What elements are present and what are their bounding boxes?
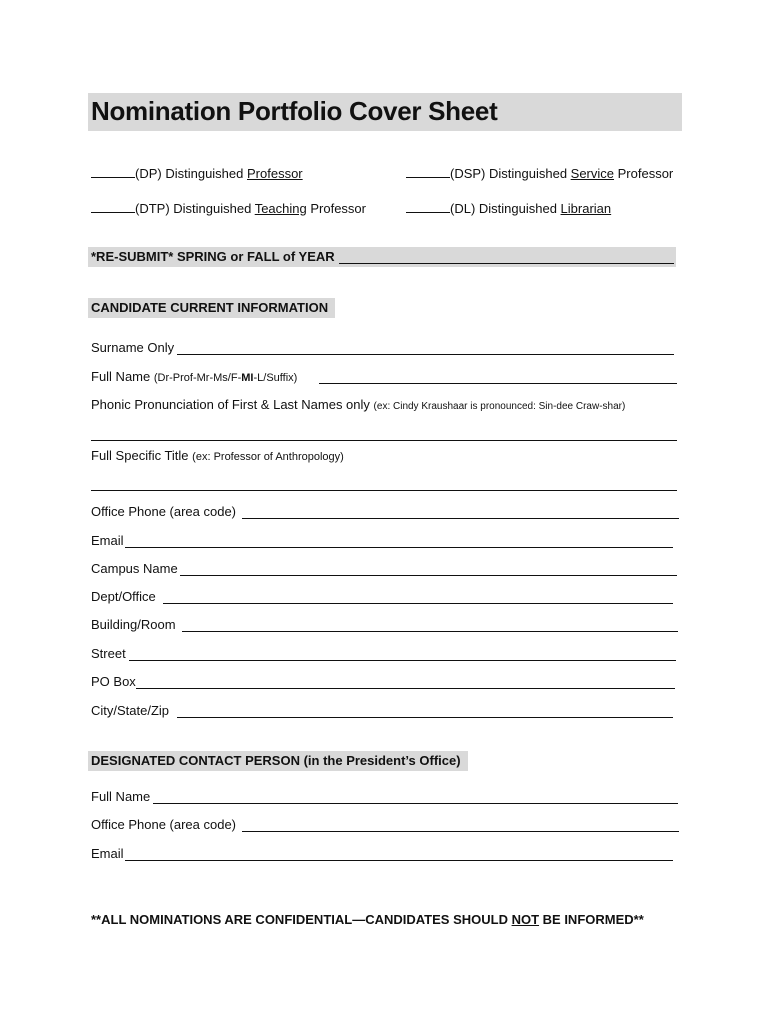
full-name-label-group xyxy=(91,369,297,384)
phonic-row xyxy=(91,397,677,415)
campus-label: Campus Name xyxy=(91,561,178,576)
option-dtp-underlined: Teaching xyxy=(254,201,307,216)
contact-office-phone-label: Office Phone (area code) xyxy=(91,817,237,832)
full-name-hint-mi: MI xyxy=(241,372,254,384)
option-dtp-text: (DTP) Distinguished xyxy=(135,201,255,216)
building-row xyxy=(91,617,678,635)
campus-field[interactable] xyxy=(180,575,677,576)
title-hint: (ex: Professor of Anthropology) xyxy=(192,451,344,463)
contact-section-title: DESIGNATED CONTACT PERSON (in the President’s Office) xyxy=(91,753,461,768)
building-label: Building/Room xyxy=(91,617,176,632)
email-field[interactable] xyxy=(125,547,673,548)
contact-email-row xyxy=(91,846,673,864)
po-box-label: PO Box xyxy=(91,674,136,689)
po-box-field[interactable] xyxy=(136,688,675,689)
campus-row xyxy=(91,561,677,579)
surname-row xyxy=(91,340,674,358)
title-field[interactable] xyxy=(91,490,677,491)
full-name-hint: (Dr-Prof-Mr-Ms/F- xyxy=(153,372,242,384)
surname-label: Surname Only xyxy=(91,340,175,355)
title-row xyxy=(91,448,677,466)
phonic-hint: (ex: Cindy Kraushaar is pronounced: Sin-dee Craw-shar) xyxy=(373,401,626,412)
city-label: City/State/Zip xyxy=(91,703,170,718)
option-dp-text: (DP) Distinguished xyxy=(135,166,247,181)
contact-section-header xyxy=(88,751,468,771)
phonic-label-group xyxy=(91,397,625,412)
option-dsp-text: (DSP) Distinguished xyxy=(450,166,571,181)
resubmit-label: *RE-SUBMIT* SPRING or FALL of YEAR xyxy=(91,249,335,264)
email-row xyxy=(91,533,673,551)
confidential-notice-not: NOT xyxy=(511,912,540,927)
contact-office-phone-field[interactable] xyxy=(242,831,679,832)
option-dp xyxy=(91,165,303,181)
office-phone-row xyxy=(91,504,679,522)
street-row xyxy=(91,646,676,664)
contact-office-phone-row xyxy=(91,817,679,835)
option-dtp-blank[interactable] xyxy=(91,200,135,213)
option-dsp-suffix: Professor xyxy=(614,166,674,181)
contact-full-name-row xyxy=(91,789,678,807)
confidential-notice xyxy=(91,912,644,927)
option-dl xyxy=(406,200,611,216)
option-dsp xyxy=(406,165,673,181)
title-label-group xyxy=(91,448,344,463)
option-dsp-underlined: Service xyxy=(570,166,615,181)
phonic-label: Phonic Pronunciation of First & Last Names only xyxy=(91,397,370,412)
office-phone-label: Office Phone (area code) xyxy=(91,504,237,519)
page-title: Nomination Portfolio Cover Sheet xyxy=(91,96,498,126)
title-band xyxy=(88,93,682,131)
dept-label: Dept/Office xyxy=(91,589,156,604)
candidate-section-title: CANDIDATE CURRENT INFORMATION xyxy=(91,300,329,315)
street-field[interactable] xyxy=(129,660,676,661)
email-label: Email xyxy=(91,533,124,548)
option-dtp xyxy=(91,200,366,216)
contact-full-name-field[interactable] xyxy=(153,803,678,804)
building-field[interactable] xyxy=(182,631,678,632)
resubmit-year-field[interactable] xyxy=(339,263,674,264)
phonic-field[interactable] xyxy=(91,440,677,441)
option-dl-blank[interactable] xyxy=(406,200,450,213)
confidential-notice-end: BE INFORMED** xyxy=(539,912,644,927)
option-dp-underlined: Professor xyxy=(247,166,303,181)
candidate-section-header xyxy=(88,298,335,318)
office-phone-field[interactable] xyxy=(242,518,679,519)
resubmit-row xyxy=(88,247,676,267)
option-dp-blank[interactable] xyxy=(91,165,135,178)
title-label: Full Specific Title xyxy=(91,448,189,463)
dept-row xyxy=(91,589,673,607)
full-name-label: Full Name xyxy=(91,369,151,384)
po-box-row xyxy=(91,674,675,692)
full-name-row xyxy=(91,369,677,387)
contact-full-name-label: Full Name xyxy=(91,789,151,804)
street-label: Street xyxy=(91,646,126,661)
surname-field[interactable] xyxy=(177,354,674,355)
option-dl-underlined: Librarian xyxy=(560,201,612,216)
option-dl-text: (DL) Distinguished xyxy=(450,201,561,216)
full-name-hint-suffix: -L/Suffix) xyxy=(253,372,298,384)
dept-field[interactable] xyxy=(163,603,673,604)
option-dtp-suffix: Professor xyxy=(306,201,366,216)
city-row xyxy=(91,703,673,721)
contact-email-field[interactable] xyxy=(125,860,673,861)
full-name-field[interactable] xyxy=(319,383,677,384)
contact-email-label: Email xyxy=(91,846,124,861)
confidential-notice-text: **ALL NOMINATIONS ARE CONFIDENTIAL—CANDIDATES SHOULD xyxy=(91,912,512,927)
option-dsp-blank[interactable] xyxy=(406,165,450,178)
city-field[interactable] xyxy=(177,717,673,718)
